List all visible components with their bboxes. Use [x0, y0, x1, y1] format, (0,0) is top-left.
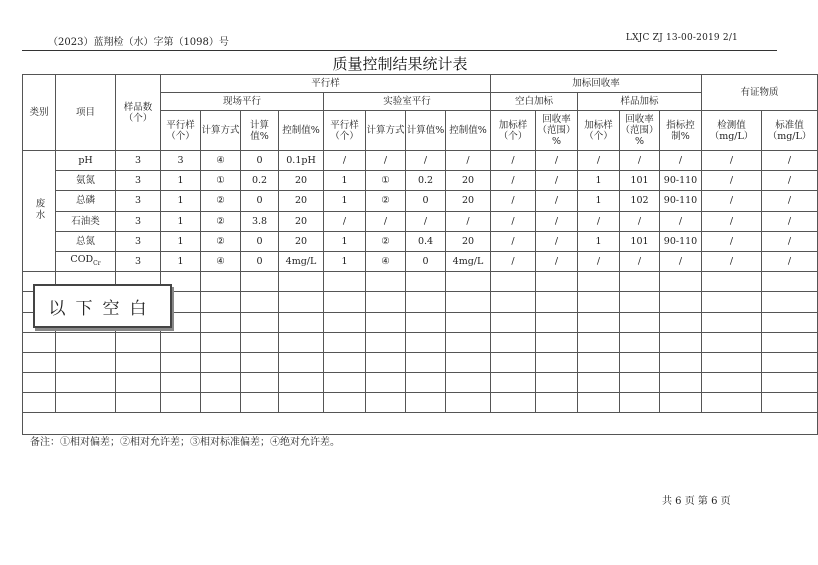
value-cell: / — [620, 151, 660, 171]
value-cell: / — [702, 231, 762, 251]
empty-cell — [620, 393, 660, 413]
value-cell: / — [620, 211, 660, 231]
header-recovery-range: 回收率（范围）% — [620, 111, 660, 151]
empty-cell — [23, 352, 56, 372]
value-cell: 1 — [324, 251, 366, 271]
header-parallel-count: 平行样（个） — [324, 111, 366, 151]
table-row — [23, 151, 818, 171]
empty-cell — [324, 352, 366, 372]
empty-cell — [23, 332, 56, 352]
empty-cell — [620, 312, 660, 332]
empty-cell — [446, 292, 491, 312]
page-title: 质量控制结果统计表 — [332, 55, 468, 73]
header-sample-count: 样品数（个） — [116, 75, 161, 151]
value-cell: 90-110 — [660, 171, 702, 191]
header-spike-count: 加标样（个） — [491, 111, 536, 151]
empty-cell — [660, 292, 702, 312]
value-cell: 0 — [241, 231, 279, 251]
item-name-cell: pH — [56, 151, 116, 171]
value-cell: / — [491, 171, 536, 191]
empty-cell — [241, 352, 279, 372]
value-cell: / — [406, 151, 446, 171]
empty-cell — [161, 393, 201, 413]
header-calc-value: 计算值% — [406, 111, 446, 151]
empty-cell — [491, 373, 536, 393]
value-cell: 1 — [161, 171, 201, 191]
empty-cell — [762, 393, 818, 413]
item-name-cell: 石油类 — [56, 211, 116, 231]
table-row — [23, 231, 818, 251]
empty-cell — [491, 332, 536, 352]
empty-cell — [366, 312, 406, 332]
value-cell: 3 — [116, 231, 161, 251]
header-blank-spike: 空白加标 — [491, 93, 578, 111]
empty-cell — [446, 352, 491, 372]
empty-cell — [279, 352, 324, 372]
value-cell: 3 — [116, 151, 161, 171]
empty-cell — [491, 312, 536, 332]
empty-cell — [620, 352, 660, 372]
empty-cell — [762, 312, 818, 332]
empty-cell — [241, 332, 279, 352]
empty-cell — [536, 292, 578, 312]
empty-cell — [578, 393, 620, 413]
empty-row — [23, 332, 818, 352]
value-cell: / — [536, 171, 578, 191]
value-cell: 3 — [161, 151, 201, 171]
empty-cell — [201, 352, 241, 372]
value-cell: 0.2 — [406, 171, 446, 191]
empty-cell — [702, 292, 762, 312]
value-cell: 102 — [620, 191, 660, 211]
empty-cell — [201, 393, 241, 413]
value-cell: 3 — [116, 251, 161, 271]
empty-row — [23, 373, 818, 393]
value-cell: 3.8 — [241, 211, 279, 231]
value-cell: 20 — [279, 211, 324, 231]
value-cell: 101 — [620, 231, 660, 251]
empty-cell — [702, 352, 762, 372]
header-lab-parallel: 实验室平行 — [324, 93, 491, 111]
empty-cell — [201, 312, 241, 332]
value-cell: 0.2 — [241, 171, 279, 191]
empty-cell — [578, 272, 620, 292]
empty-cell — [406, 272, 446, 292]
value-cell: ① — [201, 171, 241, 191]
empty-cell — [491, 272, 536, 292]
empty-cell — [116, 393, 161, 413]
remarks: 备注：①相对偏差；②相对允许差；③相对标准偏差；④绝对允许差。 — [30, 437, 340, 448]
empty-cell — [241, 373, 279, 393]
item-name-cell: 总磷 — [56, 191, 116, 211]
value-cell: / — [762, 171, 818, 191]
empty-cell — [116, 332, 161, 352]
form-code: LXJC ZJ 13-00-2019 2/1 — [625, 33, 738, 43]
empty-cell — [201, 272, 241, 292]
empty-cell — [241, 292, 279, 312]
value-cell: / — [491, 151, 536, 171]
value-cell: / — [366, 211, 406, 231]
empty-cell — [660, 393, 702, 413]
value-cell: 3 — [116, 211, 161, 231]
header-category: 类别 — [23, 75, 56, 151]
empty-cell — [536, 352, 578, 372]
empty-cell — [446, 393, 491, 413]
empty-cell — [762, 292, 818, 312]
header-standard: 标准值（mg/L） — [762, 111, 818, 151]
empty-cell — [116, 373, 161, 393]
empty-cell — [578, 292, 620, 312]
empty-cell — [241, 393, 279, 413]
empty-cell — [536, 373, 578, 393]
value-cell: / — [446, 211, 491, 231]
value-cell: 1 — [578, 171, 620, 191]
empty-row — [23, 393, 818, 413]
value-cell: / — [620, 251, 660, 271]
value-cell: 1 — [324, 191, 366, 211]
empty-cell — [762, 332, 818, 352]
empty-cell — [406, 393, 446, 413]
empty-cell — [491, 352, 536, 372]
empty-cell — [366, 332, 406, 352]
value-cell: 1 — [324, 231, 366, 251]
empty-cell — [241, 272, 279, 292]
empty-cell — [762, 352, 818, 372]
value-cell: / — [446, 151, 491, 171]
value-cell: 20 — [279, 231, 324, 251]
value-cell: ④ — [201, 251, 241, 271]
empty-cell — [56, 393, 116, 413]
empty-cell — [536, 332, 578, 352]
value-cell: / — [762, 191, 818, 211]
empty-cell — [660, 272, 702, 292]
empty-cell — [578, 352, 620, 372]
empty-cell — [660, 332, 702, 352]
empty-cell — [201, 373, 241, 393]
value-cell: 1 — [324, 171, 366, 191]
empty-cell — [279, 292, 324, 312]
blank-below-stamp: 以下空白 — [33, 284, 172, 328]
empty-cell — [366, 373, 406, 393]
empty-cell — [762, 272, 818, 292]
header-spike-control: 指标控制% — [660, 111, 702, 151]
value-cell: / — [536, 191, 578, 211]
remarks-cell — [23, 413, 818, 435]
value-cell: ② — [366, 191, 406, 211]
empty-cell — [446, 373, 491, 393]
header-calc-method: 计算方式 — [366, 111, 406, 151]
empty-cell — [324, 292, 366, 312]
empty-cell — [406, 373, 446, 393]
value-cell: 4mg/L — [279, 251, 324, 271]
value-cell: / — [702, 251, 762, 271]
value-cell: 90-110 — [660, 231, 702, 251]
empty-cell — [578, 332, 620, 352]
empty-cell — [23, 393, 56, 413]
empty-cell — [660, 312, 702, 332]
value-cell: 0 — [241, 191, 279, 211]
empty-cell — [279, 373, 324, 393]
empty-cell — [279, 393, 324, 413]
value-cell: / — [536, 151, 578, 171]
value-cell: 1 — [161, 211, 201, 231]
value-cell: / — [536, 251, 578, 271]
header-spike-count: 加标样（个） — [578, 111, 620, 151]
value-cell: ② — [201, 231, 241, 251]
empty-cell — [536, 272, 578, 292]
empty-cell — [366, 352, 406, 372]
value-cell: 0 — [406, 191, 446, 211]
empty-cell — [56, 332, 116, 352]
empty-cell — [324, 373, 366, 393]
value-cell: / — [762, 211, 818, 231]
value-cell: / — [324, 151, 366, 171]
empty-cell — [324, 332, 366, 352]
value-cell: / — [536, 211, 578, 231]
empty-cell — [536, 393, 578, 413]
header-calc-method: 计算方式 — [201, 111, 241, 151]
header-measured: 检测值（mg/L） — [702, 111, 762, 151]
value-cell: 4mg/L — [446, 251, 491, 271]
empty-cell — [161, 352, 201, 372]
empty-cell — [366, 393, 406, 413]
empty-cell — [201, 292, 241, 312]
value-cell: 3 — [116, 191, 161, 211]
empty-cell — [702, 312, 762, 332]
value-cell: ② — [201, 211, 241, 231]
value-cell: ② — [201, 191, 241, 211]
empty-cell — [56, 352, 116, 372]
empty-cell — [702, 332, 762, 352]
table-row — [23, 251, 818, 271]
value-cell: 20 — [446, 231, 491, 251]
header-sample-spike: 样品加标 — [578, 93, 702, 111]
empty-cell — [279, 332, 324, 352]
value-cell: 1 — [161, 251, 201, 271]
value-cell: 1 — [578, 231, 620, 251]
value-cell: / — [702, 151, 762, 171]
value-cell: / — [762, 151, 818, 171]
value-cell: 0 — [241, 251, 279, 271]
empty-cell — [620, 332, 660, 352]
header-recovery-range: 回收率（范围）% — [536, 111, 578, 151]
remarks-row — [23, 413, 818, 435]
value-cell: / — [660, 211, 702, 231]
value-cell: ④ — [366, 251, 406, 271]
empty-cell — [406, 312, 446, 332]
header-calc-value: 计算值% — [241, 111, 279, 151]
value-cell: 0 — [406, 251, 446, 271]
value-cell: / — [324, 211, 366, 231]
empty-cell — [491, 393, 536, 413]
value-cell: / — [536, 231, 578, 251]
value-cell: / — [660, 151, 702, 171]
empty-cell — [279, 272, 324, 292]
empty-cell — [201, 332, 241, 352]
empty-cell — [660, 373, 702, 393]
empty-cell — [241, 312, 279, 332]
empty-cell — [116, 352, 161, 372]
value-cell: / — [491, 211, 536, 231]
empty-cell — [161, 332, 201, 352]
value-cell: ② — [366, 231, 406, 251]
empty-cell — [620, 272, 660, 292]
value-cell: ① — [366, 171, 406, 191]
value-cell: 101 — [620, 171, 660, 191]
value-cell: 20 — [279, 191, 324, 211]
empty-cell — [446, 332, 491, 352]
empty-cell — [279, 312, 324, 332]
table-row — [23, 171, 818, 191]
item-name-cell: 总氮 — [56, 231, 116, 251]
value-cell: ④ — [201, 151, 241, 171]
header-control-value: 控制值% — [446, 111, 491, 151]
empty-cell — [324, 312, 366, 332]
qc-statistics-table — [22, 74, 818, 435]
empty-cell — [762, 373, 818, 393]
value-cell: 20 — [279, 171, 324, 191]
value-cell: 20 — [446, 191, 491, 211]
empty-cell — [56, 373, 116, 393]
value-cell: 1 — [161, 231, 201, 251]
value-cell: / — [660, 251, 702, 271]
empty-cell — [446, 312, 491, 332]
value-cell: / — [762, 231, 818, 251]
header-control-value: 控制值% — [279, 111, 324, 151]
empty-cell — [161, 373, 201, 393]
table-row — [23, 191, 818, 211]
empty-cell — [446, 272, 491, 292]
header-rule — [22, 50, 777, 51]
value-cell: / — [762, 251, 818, 271]
value-cell: 0.1pH — [279, 151, 324, 171]
value-cell: / — [578, 251, 620, 271]
value-cell: / — [406, 211, 446, 231]
value-cell: / — [578, 151, 620, 171]
empty-cell — [491, 292, 536, 312]
header-parallel-count: 平行样（个） — [161, 111, 201, 151]
page-number: 共 6 页 第 6 页 — [662, 496, 731, 507]
report-number: （2023）蓝翔检（水）字第（1098）号 — [48, 37, 229, 48]
empty-cell — [702, 272, 762, 292]
value-cell: 90-110 — [660, 191, 702, 211]
value-cell: 20 — [446, 171, 491, 191]
empty-row — [23, 352, 818, 372]
empty-cell — [620, 292, 660, 312]
value-cell: / — [702, 171, 762, 191]
value-cell: / — [491, 231, 536, 251]
empty-cell — [702, 373, 762, 393]
item-name-cell: 氨氮 — [56, 171, 116, 191]
header-item: 项目 — [56, 75, 116, 151]
value-cell: / — [702, 191, 762, 211]
empty-cell — [366, 292, 406, 312]
value-cell: 0.4 — [406, 231, 446, 251]
empty-cell — [406, 332, 446, 352]
empty-cell — [578, 312, 620, 332]
empty-cell — [660, 352, 702, 372]
empty-cell — [406, 352, 446, 372]
value-cell: / — [491, 191, 536, 211]
empty-cell — [324, 393, 366, 413]
value-cell: / — [491, 251, 536, 271]
value-cell: / — [702, 211, 762, 231]
empty-cell — [702, 393, 762, 413]
empty-cell — [324, 272, 366, 292]
empty-cell — [536, 312, 578, 332]
value-cell: / — [366, 151, 406, 171]
empty-cell — [366, 272, 406, 292]
header-parallel: 平行样 — [161, 75, 491, 93]
empty-cell — [578, 373, 620, 393]
value-cell: 3 — [116, 171, 161, 191]
value-cell: 1 — [161, 191, 201, 211]
value-cell: 0 — [241, 151, 279, 171]
empty-cell — [620, 373, 660, 393]
empty-cell — [406, 292, 446, 312]
value-cell: 1 — [578, 191, 620, 211]
value-cell: / — [578, 211, 620, 231]
empty-cell — [23, 373, 56, 393]
category-cell: 废水 — [23, 151, 56, 272]
header-spike-recovery: 加标回收率 — [491, 75, 702, 93]
header-certified: 有证物质 — [702, 75, 818, 111]
header-field-parallel: 现场平行 — [161, 93, 324, 111]
item-name-cell: $COD_{Cr}$ — [56, 251, 116, 271]
table-row — [23, 211, 818, 231]
